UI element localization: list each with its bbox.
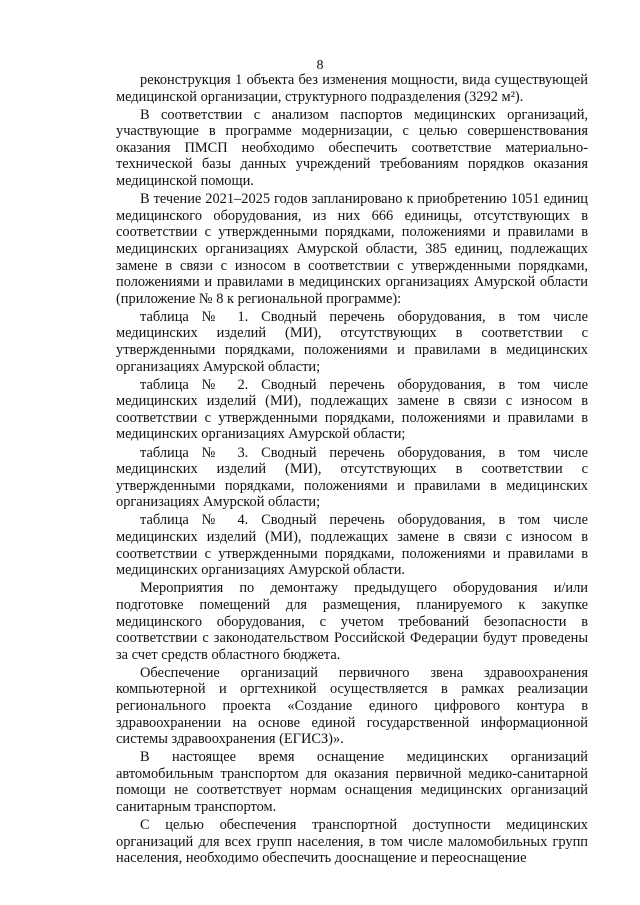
paragraph-computer-equipment: Обеспечение организаций первичного звена здравоохранения компьютерной и оргтехникой осуществляется в рамках реализации регионального проекта «Создание единого цифрового контура в здравоохранении на основе единой государственной информационной системы здравоохранения (ЕГИСЗ)». [116, 664, 588, 748]
paragraph-table-2: таблица № 2. Сводный перечень оборудования, в том числе медицинских изделий (МИ), подлежащих замене в связи с износом в соответствии с утвержденными порядками, положениями и правилами в медицинских организациях Амурской области; [116, 376, 588, 443]
paragraph-transport-status: В настоящее время оснащение медицинских организаций автомобильным транспортом для оказания первичной медико-санитарной помощи не соответствует нормам оснащения медицинских организаций санитарным транспортом. [116, 749, 588, 816]
paragraph-table-4: таблица № 4. Сводный перечень оборудования, в том числе медицинских изделий (МИ), подлежащих замене в связи с износом в соответствии с утвержденными порядками, положениями и правилами в медицинских организациях Амурской области. [116, 512, 588, 579]
paragraph-reconstruction: реконструкция 1 объекта без изменения мощности, вида существующей медицинской организации, структурного подразделения (3292 м²). [116, 72, 588, 105]
paragraph-equipment-plan: В течение 2021–2025 годов запланировано к приобретению 1051 единиц медицинского оборудования, из них 666 единицы, отсутствующих в соответствии с утвержденными порядками, положениями и правилами в медицинских организациях Амурской области, 385 единиц, подлежащих замене в связи с износом в соответствии с утвержденными порядками, положениями и правилами в медицинских организациях Амурской области (приложение № 8 к региональной программе): [116, 191, 588, 307]
paragraph-transport-accessibility: С целью обеспечения транспортной доступности медицинских организаций для всех групп населения, в том числе маломобильных групп населения, необходимо обеспечить дооснащение и переоснащение [116, 817, 588, 867]
paragraph-table-3: таблица № 3. Сводный перечень оборудования, в том числе медицинских изделий (МИ), отсутствующих в соответствии с утвержденными порядками, положениями и правилами в медицинских организациях Амурской области; [116, 444, 588, 511]
paragraph-dismantling: Мероприятия по демонтажу предыдущего оборудования и/или подготовке помещений для размещения, планируемого к закупке медицинского оборудования, с учетом требований безопасности в соответствии с законодательством Российской Федерации будут проведены за счет средств областного бюджета. [116, 580, 588, 663]
paragraph-passport-analysis: В соответствии с анализом паспортов медицинских организаций, участвующие в программе модернизации, с целью совершенствования оказания ПМСП необходимо обеспечить соответствие материально-технической базы данных учреждений требованиям порядков оказания медицинской помощи. [116, 106, 588, 190]
page-number: 8 [316, 58, 324, 73]
document-body [116, 72, 588, 868]
paragraph-table-1: таблица № 1. Сводный перечень оборудования, в том числе медицинских изделий (МИ), отсутствующих в соответствии с утвержденными порядками, положениями и правилами в медицинских организациях Амурской области; [116, 308, 588, 375]
